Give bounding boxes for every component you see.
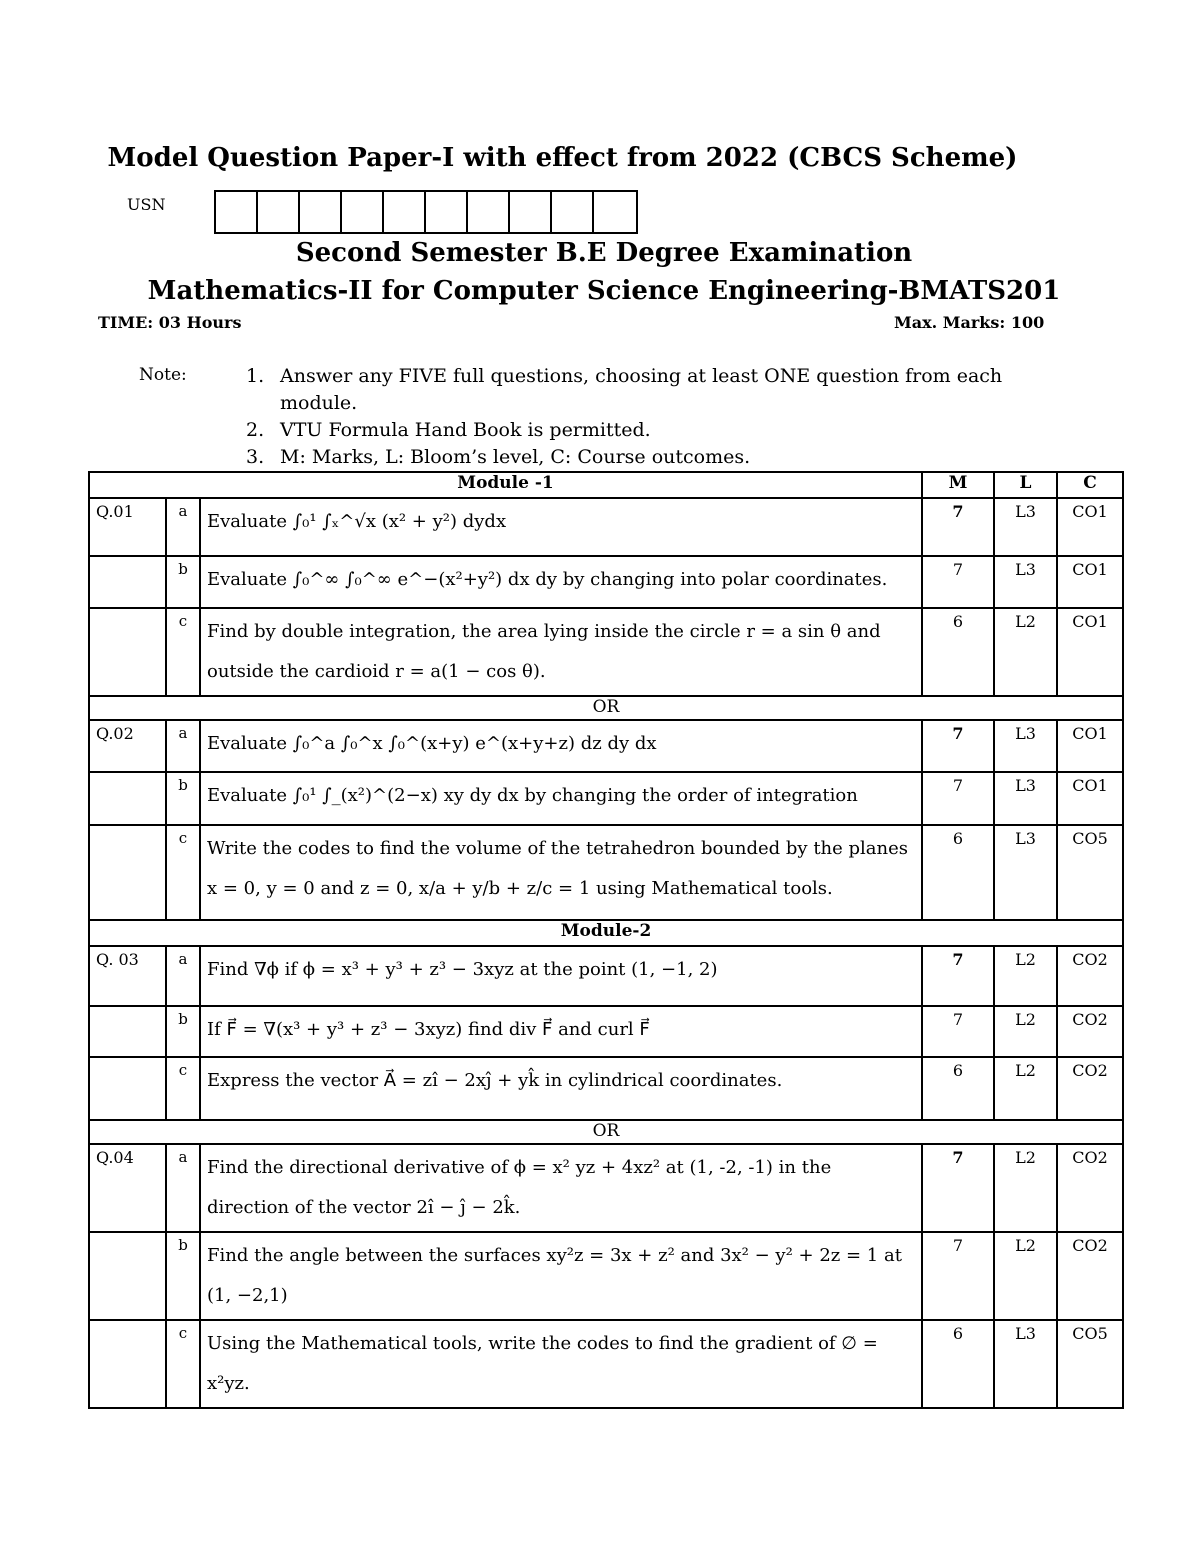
course-outcome: CO2 <box>1057 1232 1123 1320</box>
course-outcome: CO5 <box>1057 1320 1123 1408</box>
note-item <box>246 444 1036 471</box>
or-row <box>89 1120 1123 1144</box>
question-row <box>89 1144 1123 1232</box>
marks: 7 <box>922 1006 994 1057</box>
marks: 6 <box>922 608 994 696</box>
question-text: Evaluate ∫₀^∞ ∫₀^∞ e^−(x²+y²) dx dy by changing into polar coordinates. <box>200 556 922 608</box>
part-label: a <box>166 720 200 772</box>
col-co-header: C <box>1057 472 1123 498</box>
blooms-level: L3 <box>994 556 1057 608</box>
usn-box <box>426 192 468 232</box>
part-label: c <box>166 825 200 920</box>
question-text: Express the vector A⃗ = zî − 2xĵ + yk̂ in cylindrical coordinates. <box>200 1057 922 1120</box>
blooms-level: L3 <box>994 498 1057 556</box>
usn-box <box>384 192 426 232</box>
note-text: M: Marks, L: Bloom’s level, C: Course outcomes. <box>280 446 751 468</box>
question-number: Q.01 <box>89 498 166 556</box>
module-1-heading: Module -1 <box>89 472 922 498</box>
usn-box <box>216 192 258 232</box>
question-text: Evaluate ∫₀¹ ∫ₓ^√x (x² + y²) dydx <box>200 498 922 556</box>
marks: 7 <box>922 720 994 772</box>
question-row <box>89 825 1123 920</box>
subject-heading: Mathematics-II for Computer Science Engineering-BMATS201 <box>147 276 1061 306</box>
marks: 7 <box>922 1144 994 1232</box>
marks: 7 <box>922 772 994 825</box>
blooms-level: L2 <box>994 1057 1057 1120</box>
blooms-level: L2 <box>994 1144 1057 1232</box>
part-label: a <box>166 946 200 1006</box>
marks: 6 <box>922 1057 994 1120</box>
course-outcome: CO2 <box>1057 1057 1123 1120</box>
blooms-level: L3 <box>994 772 1057 825</box>
usn-box <box>342 192 384 232</box>
question-number: Q.02 <box>89 720 166 772</box>
course-outcome: CO1 <box>1057 498 1123 556</box>
marks: 6 <box>922 1320 994 1408</box>
question-number: Q. 03 <box>89 946 166 1006</box>
course-outcome: CO1 <box>1057 608 1123 696</box>
course-outcome: CO2 <box>1057 1144 1123 1232</box>
usn-box <box>258 192 300 232</box>
module-2-heading: Module-2 <box>89 920 1123 946</box>
module-header-row <box>89 920 1123 946</box>
marks: 7 <box>922 946 994 1006</box>
question-row <box>89 556 1123 608</box>
exam-heading: Second Semester B.E Degree Examination <box>295 238 913 268</box>
question-row <box>89 946 1123 1006</box>
note-number: 1. <box>246 365 265 387</box>
blooms-level: L2 <box>994 608 1057 696</box>
marks: 7 <box>922 498 994 556</box>
question-text: Evaluate ∫₀¹ ∫_(x²)^(2−x) xy dy dx by changing the order of integration <box>200 772 922 825</box>
question-text: Find the angle between the surfaces xy²z = 3x + z² and 3x² − y² + 2z = 1 at (1, −2,1) <box>200 1232 922 1320</box>
course-outcome: CO1 <box>1057 772 1123 825</box>
note-label: Note: <box>139 365 187 385</box>
note-list <box>246 363 1036 471</box>
max-marks: Max. Marks: 100 <box>894 313 1045 332</box>
question-row <box>89 498 1123 556</box>
usn-label: USN <box>127 195 166 214</box>
part-label: c <box>166 608 200 696</box>
blooms-level: L3 <box>994 720 1057 772</box>
question-row <box>89 1057 1123 1120</box>
part-label: a <box>166 1144 200 1232</box>
course-outcome: CO1 <box>1057 556 1123 608</box>
usn-box <box>552 192 594 232</box>
part-label: b <box>166 1006 200 1057</box>
question-row <box>89 608 1123 696</box>
or-divider: OR <box>89 1120 1123 1144</box>
question-row <box>89 1320 1123 1408</box>
note-item <box>246 363 1036 417</box>
course-outcome: CO2 <box>1057 1006 1123 1057</box>
blooms-level: L2 <box>994 946 1057 1006</box>
blooms-level: L2 <box>994 1006 1057 1057</box>
note-text: Answer any FIVE full questions, choosing at least ONE question from each module. <box>280 365 1003 414</box>
marks: 7 <box>922 556 994 608</box>
course-outcome: CO5 <box>1057 825 1123 920</box>
part-label: a <box>166 498 200 556</box>
question-row <box>89 1232 1123 1320</box>
question-row <box>89 1006 1123 1057</box>
question-text: If F⃗ = ∇(x³ + y³ + z³ − 3xyz) find div F⃗ and curl F⃗ <box>200 1006 922 1057</box>
or-divider: OR <box>89 696 1123 720</box>
note-number: 3. <box>246 446 265 468</box>
question-number: Q.04 <box>89 1144 166 1232</box>
part-label: c <box>166 1320 200 1408</box>
question-text: Find ∇ϕ if ϕ = x³ + y³ + z³ − 3xyz at the point (1, −1, 2) <box>200 946 922 1006</box>
question-text: Evaluate ∫₀^a ∫₀^x ∫₀^(x+y) e^(x+y+z) dz dy dx <box>200 720 922 772</box>
blooms-level: L2 <box>994 1232 1057 1320</box>
course-outcome: CO1 <box>1057 720 1123 772</box>
part-label: b <box>166 1232 200 1320</box>
usn-box <box>510 192 552 232</box>
paper-title: Model Question Paper-I with effect from 2022 (CBCS Scheme) <box>107 143 1018 173</box>
marks: 7 <box>922 1232 994 1320</box>
part-label: b <box>166 556 200 608</box>
question-table <box>88 471 1124 1409</box>
note-text: VTU Formula Hand Book is permitted. <box>280 419 651 441</box>
question-row <box>89 772 1123 825</box>
note-number: 2. <box>246 419 265 441</box>
col-level-header: L <box>994 472 1057 498</box>
or-row <box>89 696 1123 720</box>
marks: 6 <box>922 825 994 920</box>
part-label: b <box>166 772 200 825</box>
note-item <box>246 417 1036 444</box>
col-marks-header: M <box>922 472 994 498</box>
exam-time: TIME: 03 Hours <box>98 313 242 332</box>
question-row <box>89 720 1123 772</box>
question-text: Find by double integration, the area lying inside the circle r = a sin θ and outside the cardioid r = a(1 − cos θ). <box>200 608 922 696</box>
course-outcome: CO2 <box>1057 946 1123 1006</box>
module-header-row <box>89 472 1123 498</box>
part-label: c <box>166 1057 200 1120</box>
usn-box <box>594 192 636 232</box>
blooms-level: L3 <box>994 1320 1057 1408</box>
question-text: Using the Mathematical tools, write the codes to find the gradient of ∅ = x²yz. <box>200 1320 922 1408</box>
usn-input-boxes <box>214 190 638 234</box>
blooms-level: L3 <box>994 825 1057 920</box>
usn-box <box>468 192 510 232</box>
question-text: Write the codes to find the volume of the tetrahedron bounded by the planes x = 0, y = 0 and z = 0, x/a + y/b + z/c = 1 using Mathematical tools. <box>200 825 922 920</box>
usn-box <box>300 192 342 232</box>
question-text: Find the directional derivative of ϕ = x² yz + 4xz² at (1, -2, -1) in the direction of the vector 2î − ĵ − 2k̂. <box>200 1144 922 1232</box>
